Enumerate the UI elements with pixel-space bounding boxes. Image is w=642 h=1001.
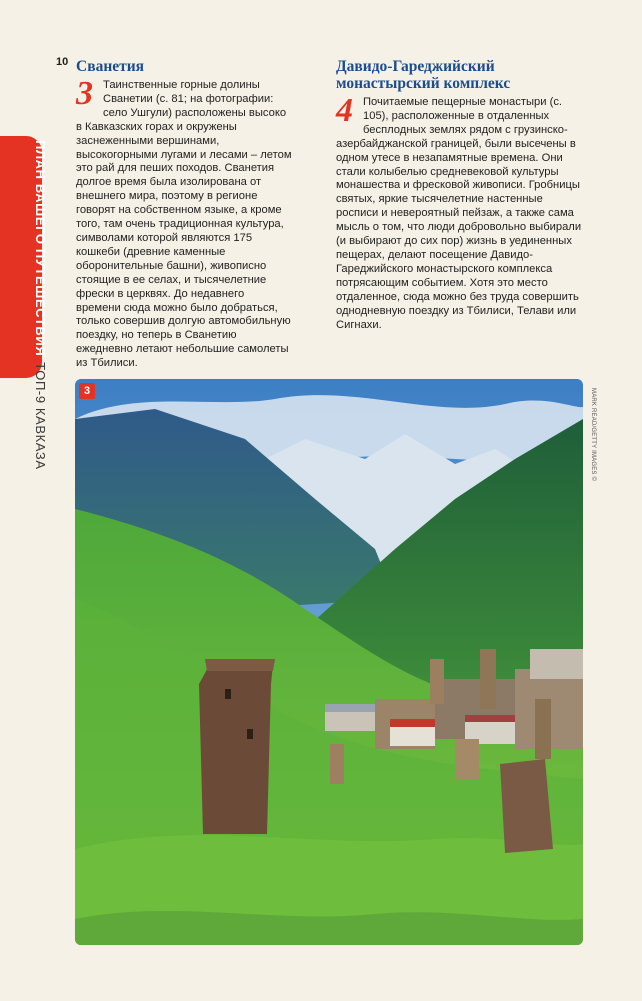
side-label-bold: ПЛАН ВАШЕГО ПУТЕШЕСТВИЯ bbox=[33, 140, 48, 357]
house bbox=[530, 649, 583, 679]
tower-small bbox=[330, 744, 344, 784]
tower-small bbox=[455, 739, 479, 779]
tower-small bbox=[535, 699, 551, 759]
section-text-svaneti bbox=[76, 75, 292, 371]
section-number-3: 3 bbox=[76, 75, 93, 112]
section-number-4: 4 bbox=[336, 92, 353, 129]
photo-credit-text: MARK READ/GETTY IMAGES © bbox=[590, 388, 596, 482]
section-body-david-gareja: Почитаемые пещерные монастыри (с. 105), расположенные в отдаленных бесплодных землях рядом с грузинско-азербайджанской границей, были высечены в одном утесе в незапамятные времена. Они стали колыбелью средневековой культуры монашества и фресковой живописи. Гробницы святых, яркие тысячелетние настенные росписи и невероятный пейзаж, а также сама мысль о том, что люди добровольно выбирали (и выбирают до сих пор) жизнь в уединенных пещерах, делают посещение Давидо-Гареджийского монастырского комплекса потрясающим событием. Хотя это место отдаленное, сюда можно без труда совершить однодневную поездку из Тбилиси, Телави или Сигнахи. bbox=[336, 96, 582, 331]
roof bbox=[325, 704, 375, 712]
page-number: 10 bbox=[56, 56, 69, 68]
house bbox=[325, 709, 375, 731]
section-title-david-gareja: Давидо-Гареджийский монастырский комплекс bbox=[336, 58, 511, 92]
stone-tower-right bbox=[500, 759, 553, 853]
roof bbox=[465, 715, 515, 722]
landscape-illustration bbox=[75, 379, 583, 945]
roof bbox=[390, 719, 435, 727]
side-label-thin: ТОП-9 КАВКАЗА bbox=[33, 362, 48, 470]
section-title-svaneti: Сванетия bbox=[76, 58, 145, 75]
section-david-gareja bbox=[336, 58, 586, 332]
tower-small bbox=[480, 649, 496, 709]
section-body-svaneti: Таинственные горные долины Сванетии (с. 81; на фотографии: село Ушгули) расположены высоко в Кавказских горах и окружены заснеженными вершинами, высокогорными лугами и лесами – летом это рай для пеших походов. Сванетия долгое время была изолирована от внешнего мира, поэтому в регионе говорят на собственном языке, а кроме того, там очень традиционная культура, символами которой являются 175 кошкеби (древние каменные оборонительные башни), живописно стоящие в ее селах, и тысячелетние фрески в церквях. До недавнего времени сюда можно было добраться, только совершив долгую автомобильную поездку, но теперь в Сванетию ежедневно летают небольшие самолеты из Тбилиси. bbox=[76, 79, 292, 370]
photo-badge: 3 bbox=[79, 383, 95, 399]
side-label bbox=[32, 140, 48, 470]
tower-small bbox=[430, 659, 444, 704]
section-text-david-gareja bbox=[336, 92, 586, 332]
house bbox=[390, 724, 435, 746]
stone-tower-icon bbox=[199, 659, 275, 834]
section-svaneti bbox=[76, 58, 292, 371]
photo-credit bbox=[589, 388, 597, 548]
photo-ushguli bbox=[75, 379, 583, 945]
